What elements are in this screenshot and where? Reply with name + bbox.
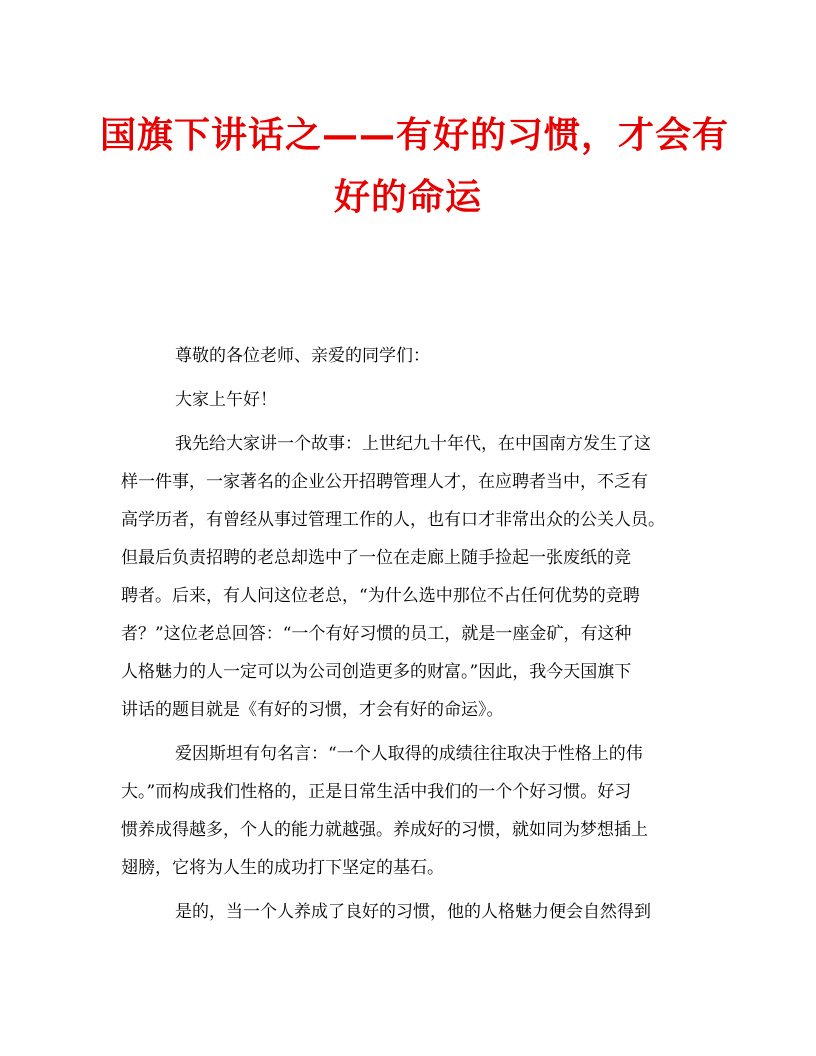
title-line-1: 国旗下讲话之——有好的习惯，才会有 [100, 114, 730, 156]
paragraph-line: 者？”这位老总回答：“一个有好习惯的员工，就是一座金矿，有这种 [121, 624, 632, 644]
paragraph-line: 讲话的题目就是《有好的习惯，才会有好的命运》。 [121, 700, 504, 720]
paragraph-line: 聘者。后来，有人问这位老总，“为什么选中那位不占任何优势的竞聘 [121, 586, 640, 606]
paragraph-line: 大。”而构成我们性格的，正是日常生活中我们的一个个好习惯。好习 [121, 782, 632, 802]
paragraph-1 [121, 425, 697, 729]
paragraph-line: 惯养成得越多，个人的能力就越强。养成好的习惯，就如同为梦想插上 [121, 820, 648, 840]
paragraph-line: 人格魅力的人一定可以为公司创造更多的财富。”因此，我今天国旗下 [121, 662, 632, 682]
paragraph-3 [121, 893, 697, 931]
paragraph-2 [121, 735, 697, 887]
salutation: 尊敬的各位老师、亲爱的同学们： [175, 346, 430, 366]
document-title [100, 104, 730, 228]
document-body [121, 337, 697, 931]
paragraph-line: 爱因斯坦有句名言：“一个人取得的成绩往往取决于性格上的伟 [175, 744, 643, 764]
paragraph-line: 翅膀，它将为人生的成功打下坚定的基石。 [121, 858, 444, 878]
title-line-2: 好的命运 [333, 176, 482, 218]
paragraph-line: 但最后负责招聘的老总却选中了一位在走廊上随手捡起一张废纸的竞 [121, 548, 631, 568]
paragraph-line: 样一件事，一家著名的企业公开招聘管理人才，在应聘者当中，不乏有 [121, 472, 648, 492]
paragraph-line: 是的，当一个人养成了良好的习惯，他的人格魅力便会自然得到 [175, 902, 651, 922]
greeting: 大家上午好！ [175, 390, 277, 410]
paragraph-line: 我先给大家讲一个故事：上世纪九十年代，在中国南方发生了这 [175, 434, 651, 454]
paragraph-line: 高学历者，有曾经从事过管理工作的人，也有口才非常出众的公关人员。 [121, 510, 665, 530]
